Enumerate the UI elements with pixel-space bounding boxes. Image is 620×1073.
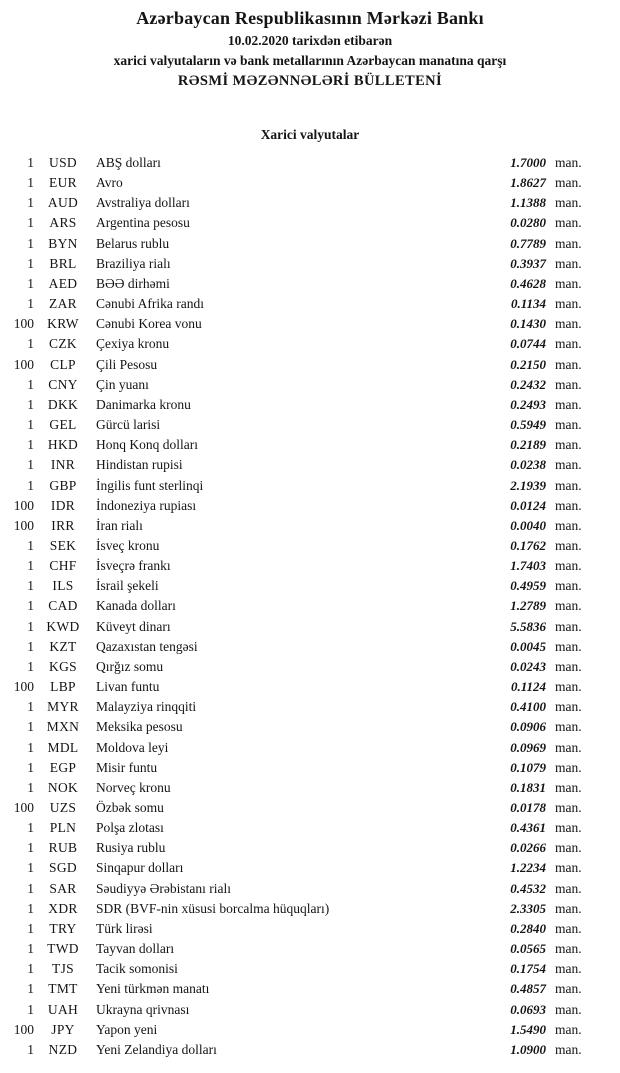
- rate-value: 1.7403: [510, 558, 546, 574]
- currency-name: Ukrayna qrivnası: [96, 1001, 190, 1017]
- currency-name: Rusiya rublu: [96, 840, 166, 856]
- quantity: 1: [27, 981, 34, 997]
- unit-label: man.: [555, 477, 582, 493]
- currency-name: Küveyt dinarı: [96, 618, 171, 634]
- rate-row-TMT: [0, 979, 620, 999]
- rate-row-HKD: [0, 435, 620, 455]
- bulletin-title: RƏSMİ MƏZƏNNƏLƏRİ BÜLLETENİ: [177, 73, 443, 89]
- unit-label: man.: [555, 719, 582, 735]
- rate-value: 0.4628: [510, 275, 546, 291]
- quantity: 1: [27, 658, 34, 674]
- currency-code: PLN: [49, 820, 77, 836]
- unit-label: man.: [555, 537, 582, 553]
- currency-name: ABŞ dolları: [96, 155, 161, 170]
- rate-value: 0.0178: [510, 800, 546, 815]
- currency-code: TWD: [47, 941, 79, 957]
- currency-name: Malayziya rinqqiti: [96, 699, 197, 715]
- quantity: 1: [27, 1041, 34, 1057]
- rate-row-IDR: [0, 496, 620, 516]
- rate-value: 1.8627: [510, 175, 546, 191]
- quantity: 1: [27, 235, 34, 251]
- currency-name: İran rialı: [96, 517, 143, 533]
- quantity: 100: [13, 679, 34, 695]
- rate-value: 0.0565: [510, 941, 546, 957]
- rate-value: 1.7000: [510, 155, 546, 170]
- currency-code: TMT: [48, 981, 78, 997]
- unit-label: man.: [555, 417, 582, 433]
- rate-row-NZD: [0, 1040, 620, 1060]
- rate-row-MYR: [0, 697, 620, 717]
- rate-value: 0.4959: [510, 578, 546, 594]
- unit-label: man.: [555, 779, 582, 795]
- currency-name: Moldova leyi: [96, 739, 169, 755]
- rate-row-NOK: [0, 778, 620, 798]
- unit-label: man.: [555, 578, 582, 594]
- currency-name: SDR (BVF-nin xüsusi borcalma hüquqları): [96, 900, 330, 916]
- rate-row-MXN: [0, 717, 620, 737]
- unit-label: man.: [555, 296, 582, 312]
- unit-label: man.: [555, 457, 582, 473]
- rate-value: 2.1939: [510, 477, 546, 493]
- rate-value: 0.4532: [510, 880, 546, 896]
- currency-name: Gürcü larisi: [96, 417, 161, 433]
- currency-code: NZD: [48, 1041, 78, 1057]
- rate-row-EUR: [0, 173, 620, 193]
- quantity: 100: [13, 1021, 34, 1037]
- currency-name: Argentina pesosu: [96, 215, 190, 231]
- currency-name: Avstraliya dolları: [96, 195, 190, 211]
- rate-value: 0.4857: [510, 981, 546, 997]
- unit-label: man.: [555, 961, 582, 977]
- unit-label: man.: [555, 759, 582, 775]
- currency-code: JPY: [51, 1021, 75, 1037]
- rate-row-CZK: [0, 334, 620, 354]
- rate-row-CHF: [0, 556, 620, 576]
- currency-code: EGP: [49, 759, 77, 775]
- rate-value: 1.2789: [510, 598, 546, 614]
- unit-label: man.: [555, 215, 582, 231]
- currency-code: TRY: [49, 920, 77, 936]
- rate-value: 2.3305: [510, 900, 546, 916]
- quantity: 1: [27, 255, 34, 271]
- bulletin-header: [0, 0, 620, 92]
- currency-name: Qırğız somu: [96, 658, 164, 674]
- rate-row-SAR: [0, 879, 620, 899]
- currency-code: INR: [50, 457, 76, 473]
- rate-row-RUB: [0, 838, 620, 858]
- currency-code: KWD: [46, 618, 80, 634]
- rate-row-BYN: [0, 234, 620, 254]
- currency-name: Honq Konq dolları: [96, 437, 198, 453]
- quantity: 1: [27, 558, 34, 574]
- rate-row-LBP: [0, 677, 620, 697]
- rate-row-GBP: [0, 476, 620, 496]
- rate-row-DKK: [0, 395, 620, 415]
- currency-name: Çexiya kronu: [96, 336, 170, 352]
- currency-name: İsrail şekeli: [96, 578, 159, 594]
- quantity: 100: [13, 497, 34, 513]
- unit-label: man.: [555, 195, 582, 211]
- quantity: 1: [27, 477, 34, 493]
- rate-value: 0.1079: [510, 759, 546, 775]
- currency-code: ILS: [52, 578, 74, 594]
- unit-label: man.: [555, 316, 582, 332]
- rate-value: 0.2150: [510, 356, 546, 372]
- unit-label: man.: [555, 981, 582, 997]
- quantity: 1: [27, 396, 34, 412]
- unit-label: man.: [555, 618, 582, 634]
- unit-label: man.: [555, 840, 582, 856]
- currency-code: IDR: [50, 497, 76, 513]
- rate-value: 0.1134: [510, 296, 546, 312]
- rate-value: 0.1762: [510, 537, 546, 553]
- currency-name: Belarus rublu: [96, 235, 170, 251]
- rate-value: 0.0124: [510, 497, 546, 513]
- rate-value: 0.0969: [510, 739, 546, 755]
- currency-name: Çili Pesosu: [96, 356, 158, 372]
- rate-value: 0.2840: [510, 920, 546, 936]
- unit-label: man.: [555, 396, 582, 412]
- rate-value: 0.0040: [510, 517, 546, 533]
- unit-label: man.: [555, 800, 582, 815]
- currency-name: Polşa zlotası: [96, 820, 164, 836]
- currency-name: Çin yuanı: [96, 376, 149, 392]
- currency-code: KRW: [47, 316, 79, 332]
- currency-name: Cənubi Afrika randı: [96, 296, 204, 312]
- quantity: 1: [27, 759, 34, 775]
- unit-label: man.: [555, 880, 582, 896]
- currency-name: Yeni türkmən manatı: [96, 981, 210, 997]
- rate-value: 0.0243: [510, 658, 546, 674]
- quantity: 1: [27, 296, 34, 312]
- unit-label: man.: [555, 155, 582, 170]
- currency-code: TJS: [52, 961, 74, 977]
- unit-label: man.: [555, 679, 582, 695]
- currency-code: SEK: [49, 537, 77, 553]
- unit-label: man.: [555, 517, 582, 533]
- currency-code: CHF: [49, 558, 77, 574]
- rate-row-GEL: [0, 415, 620, 435]
- currency-code: BYN: [48, 235, 78, 251]
- quantity: 1: [27, 336, 34, 352]
- currency-name: İngilis funt sterlinqi: [96, 477, 204, 493]
- rates-table: [0, 153, 620, 1060]
- currency-code: XDR: [48, 900, 78, 916]
- rate-row-KRW: [0, 314, 620, 334]
- rate-row-AUD: [0, 193, 620, 213]
- currency-name: Yapon yeni: [96, 1021, 158, 1037]
- quantity: 1: [27, 739, 34, 755]
- currency-code: MYR: [47, 699, 79, 715]
- effective-date-line: 10.02.2020 tarixdən etibarən: [227, 33, 393, 48]
- rate-value: 0.0906: [510, 719, 546, 735]
- currency-code: LBP: [50, 679, 76, 695]
- rate-row-UZS: [0, 798, 620, 818]
- currency-name: Yeni Zelandiya dolları: [96, 1041, 217, 1057]
- currency-code: AED: [48, 275, 78, 291]
- rate-value: 0.2432: [510, 376, 546, 392]
- unit-label: man.: [555, 900, 582, 916]
- currency-name: Qazaxıstan tengəsi: [96, 638, 198, 654]
- rate-value: 0.0744: [510, 336, 546, 352]
- currency-name: Özbək somu: [96, 800, 164, 815]
- quantity: 1: [27, 779, 34, 795]
- currency-name: Hindistan rupisi: [96, 457, 183, 473]
- quantity: 1: [27, 719, 34, 735]
- rate-value: 0.0238: [510, 457, 546, 473]
- rate-row-MDL: [0, 738, 620, 758]
- currency-code: RUB: [48, 840, 78, 856]
- currency-name: Türk lirəsi: [96, 920, 153, 936]
- section-title-foreign-currencies: Xarici valyutalar: [260, 127, 360, 142]
- currency-name: İsveçrə frankı: [96, 558, 171, 574]
- unit-label: man.: [555, 235, 582, 251]
- currency-code: ARS: [49, 215, 77, 231]
- unit-label: man.: [555, 860, 582, 876]
- rate-row-KZT: [0, 637, 620, 657]
- currency-code: USD: [49, 155, 77, 170]
- quantity: 1: [27, 880, 34, 896]
- currency-code: DKK: [47, 396, 79, 412]
- quantity: 1: [27, 578, 34, 594]
- quantity: 1: [27, 820, 34, 836]
- rate-value: 0.2493: [510, 396, 546, 412]
- quantity: 1: [27, 900, 34, 916]
- currency-name: Səudiyyə Ərəbistanı rialı: [96, 880, 231, 896]
- rate-value: 0.0693: [510, 1001, 546, 1017]
- rate-value: 0.1124: [510, 679, 546, 695]
- currency-name: Tacik somonisi: [96, 961, 178, 977]
- unit-label: man.: [555, 275, 582, 291]
- rate-row-CAD: [0, 596, 620, 616]
- rate-row-SEK: [0, 536, 620, 556]
- currency-code: UZS: [49, 800, 77, 815]
- quantity: 1: [27, 437, 34, 453]
- currency-code: KZT: [49, 638, 77, 654]
- rate-row-INR: [0, 455, 620, 475]
- currency-code: ZAR: [49, 296, 77, 312]
- rate-row-KGS: [0, 657, 620, 677]
- rate-value: 0.1754: [510, 961, 546, 977]
- unit-label: man.: [555, 598, 582, 614]
- currency-code: UAH: [47, 1001, 79, 1017]
- currency-name: Braziliya rialı: [96, 255, 171, 271]
- quantity: 1: [27, 699, 34, 715]
- currency-name: Norveç kronu: [96, 779, 171, 795]
- currency-name: Kanada dolları: [96, 598, 176, 614]
- currency-code: MXN: [46, 719, 80, 735]
- rate-row-BRL: [0, 254, 620, 274]
- rate-row-PLN: [0, 818, 620, 838]
- quantity: 1: [27, 275, 34, 291]
- quantity: 1: [27, 195, 34, 211]
- quantity: 100: [13, 800, 34, 815]
- rate-value: 1.0900: [510, 1041, 546, 1057]
- unit-label: man.: [555, 658, 582, 674]
- currency-name: İsveç kronu: [96, 537, 160, 553]
- currency-name: İndoneziya rupiası: [96, 497, 197, 513]
- unit-label: man.: [555, 1021, 582, 1037]
- quantity: 1: [27, 618, 34, 634]
- unit-label: man.: [555, 558, 582, 574]
- currency-code: IRR: [51, 517, 75, 533]
- rate-value: 0.1430: [510, 316, 546, 332]
- currency-name: Avro: [96, 175, 123, 191]
- currency-code: NOK: [47, 779, 79, 795]
- currency-code: CLP: [50, 356, 76, 372]
- quantity: 1: [27, 1001, 34, 1017]
- quantity: 1: [27, 417, 34, 433]
- subtitle-line: xarici valyutaların və bank metallarının Azərbaycan manatına qarşı: [113, 53, 507, 68]
- currency-name: Tayvan dolları: [96, 941, 175, 957]
- rate-row-TJS: [0, 959, 620, 979]
- quantity: 100: [13, 316, 34, 332]
- currency-code: KGS: [49, 658, 77, 674]
- currency-code: HKD: [47, 437, 79, 453]
- rate-value: 0.4100: [510, 699, 546, 715]
- rate-value: 0.0280: [510, 215, 546, 231]
- rate-row-SGD: [0, 858, 620, 878]
- quantity: 1: [27, 961, 34, 977]
- quantity: 1: [27, 941, 34, 957]
- rate-value: 0.3937: [510, 255, 546, 271]
- quantity: 1: [27, 457, 34, 473]
- quantity: 1: [27, 537, 34, 553]
- unit-label: man.: [555, 376, 582, 392]
- rate-value: 0.2189: [510, 437, 546, 453]
- rate-value: 0.5949: [510, 417, 546, 433]
- rate-row-ZAR: [0, 294, 620, 314]
- currency-code: BRL: [49, 255, 77, 271]
- unit-label: man.: [555, 638, 582, 654]
- currency-code: MDL: [47, 739, 79, 755]
- rate-row-CNY: [0, 375, 620, 395]
- rate-row-KWD: [0, 617, 620, 637]
- rate-value: 0.1831: [510, 779, 546, 795]
- currency-name: BƏƏ dirhəmi: [96, 275, 170, 291]
- rate-row-CLP: [0, 355, 620, 375]
- rate-row-USD: [0, 153, 620, 173]
- rate-row-UAH: [0, 1000, 620, 1020]
- unit-label: man.: [555, 739, 582, 755]
- rate-value: 5.5836: [510, 618, 546, 634]
- unit-label: man.: [555, 497, 582, 513]
- unit-label: man.: [555, 175, 582, 191]
- rate-value: 1.5490: [510, 1021, 546, 1037]
- currency-code: AUD: [47, 195, 79, 211]
- currency-code: CAD: [48, 598, 78, 614]
- currency-code: GEL: [49, 417, 77, 433]
- rate-value: 0.4361: [510, 820, 546, 836]
- currency-code: CNY: [48, 376, 78, 392]
- unit-label: man.: [555, 437, 582, 453]
- currency-name: Sinqapur dolları: [96, 860, 184, 876]
- quantity: 1: [27, 215, 34, 231]
- quantity: 100: [13, 517, 34, 533]
- quantity: 1: [27, 840, 34, 856]
- rate-row-TWD: [0, 939, 620, 959]
- currency-name: Cənubi Korea vonu: [96, 316, 202, 332]
- currency-name: Misir funtu: [96, 759, 158, 775]
- currency-code: CZK: [49, 336, 77, 352]
- quantity: 1: [27, 638, 34, 654]
- bank-title: Azərbaycan Respublikasının Mərkəzi Bankı: [136, 8, 484, 28]
- currency-code: SGD: [49, 860, 77, 876]
- rate-row-JPY: [0, 1020, 620, 1040]
- unit-label: man.: [555, 1001, 582, 1017]
- currency-code: GBP: [49, 477, 77, 493]
- quantity: 100: [13, 356, 34, 372]
- quantity: 1: [27, 155, 34, 170]
- currency-name: Danimarka kronu: [96, 396, 191, 412]
- rate-row-EGP: [0, 758, 620, 778]
- unit-label: man.: [555, 255, 582, 271]
- quantity: 1: [27, 860, 34, 876]
- rate-row-IRR: [0, 516, 620, 536]
- currency-name: Meksika pesosu: [96, 719, 183, 735]
- currency-code: EUR: [49, 175, 77, 191]
- quantity: 1: [27, 376, 34, 392]
- quantity: 1: [27, 598, 34, 614]
- currency-name: Livan funtu: [96, 679, 160, 695]
- rate-value: 0.0266: [510, 840, 546, 856]
- rate-row-ILS: [0, 576, 620, 596]
- rate-value: 0.0045: [510, 638, 546, 654]
- rate-value: 0.7789: [510, 235, 546, 251]
- rate-row-TRY: [0, 919, 620, 939]
- rate-value: 1.1388: [510, 195, 546, 211]
- rate-row-XDR: [0, 899, 620, 919]
- currency-code: SAR: [49, 880, 77, 896]
- quantity: 1: [27, 920, 34, 936]
- rate-value: 1.2234: [510, 860, 546, 876]
- rate-row-AED: [0, 274, 620, 294]
- unit-label: man.: [555, 1041, 582, 1057]
- unit-label: man.: [555, 820, 582, 836]
- unit-label: man.: [555, 336, 582, 352]
- rate-row-ARS: [0, 213, 620, 233]
- unit-label: man.: [555, 941, 582, 957]
- unit-label: man.: [555, 356, 582, 372]
- quantity: 1: [27, 175, 34, 191]
- unit-label: man.: [555, 699, 582, 715]
- unit-label: man.: [555, 920, 582, 936]
